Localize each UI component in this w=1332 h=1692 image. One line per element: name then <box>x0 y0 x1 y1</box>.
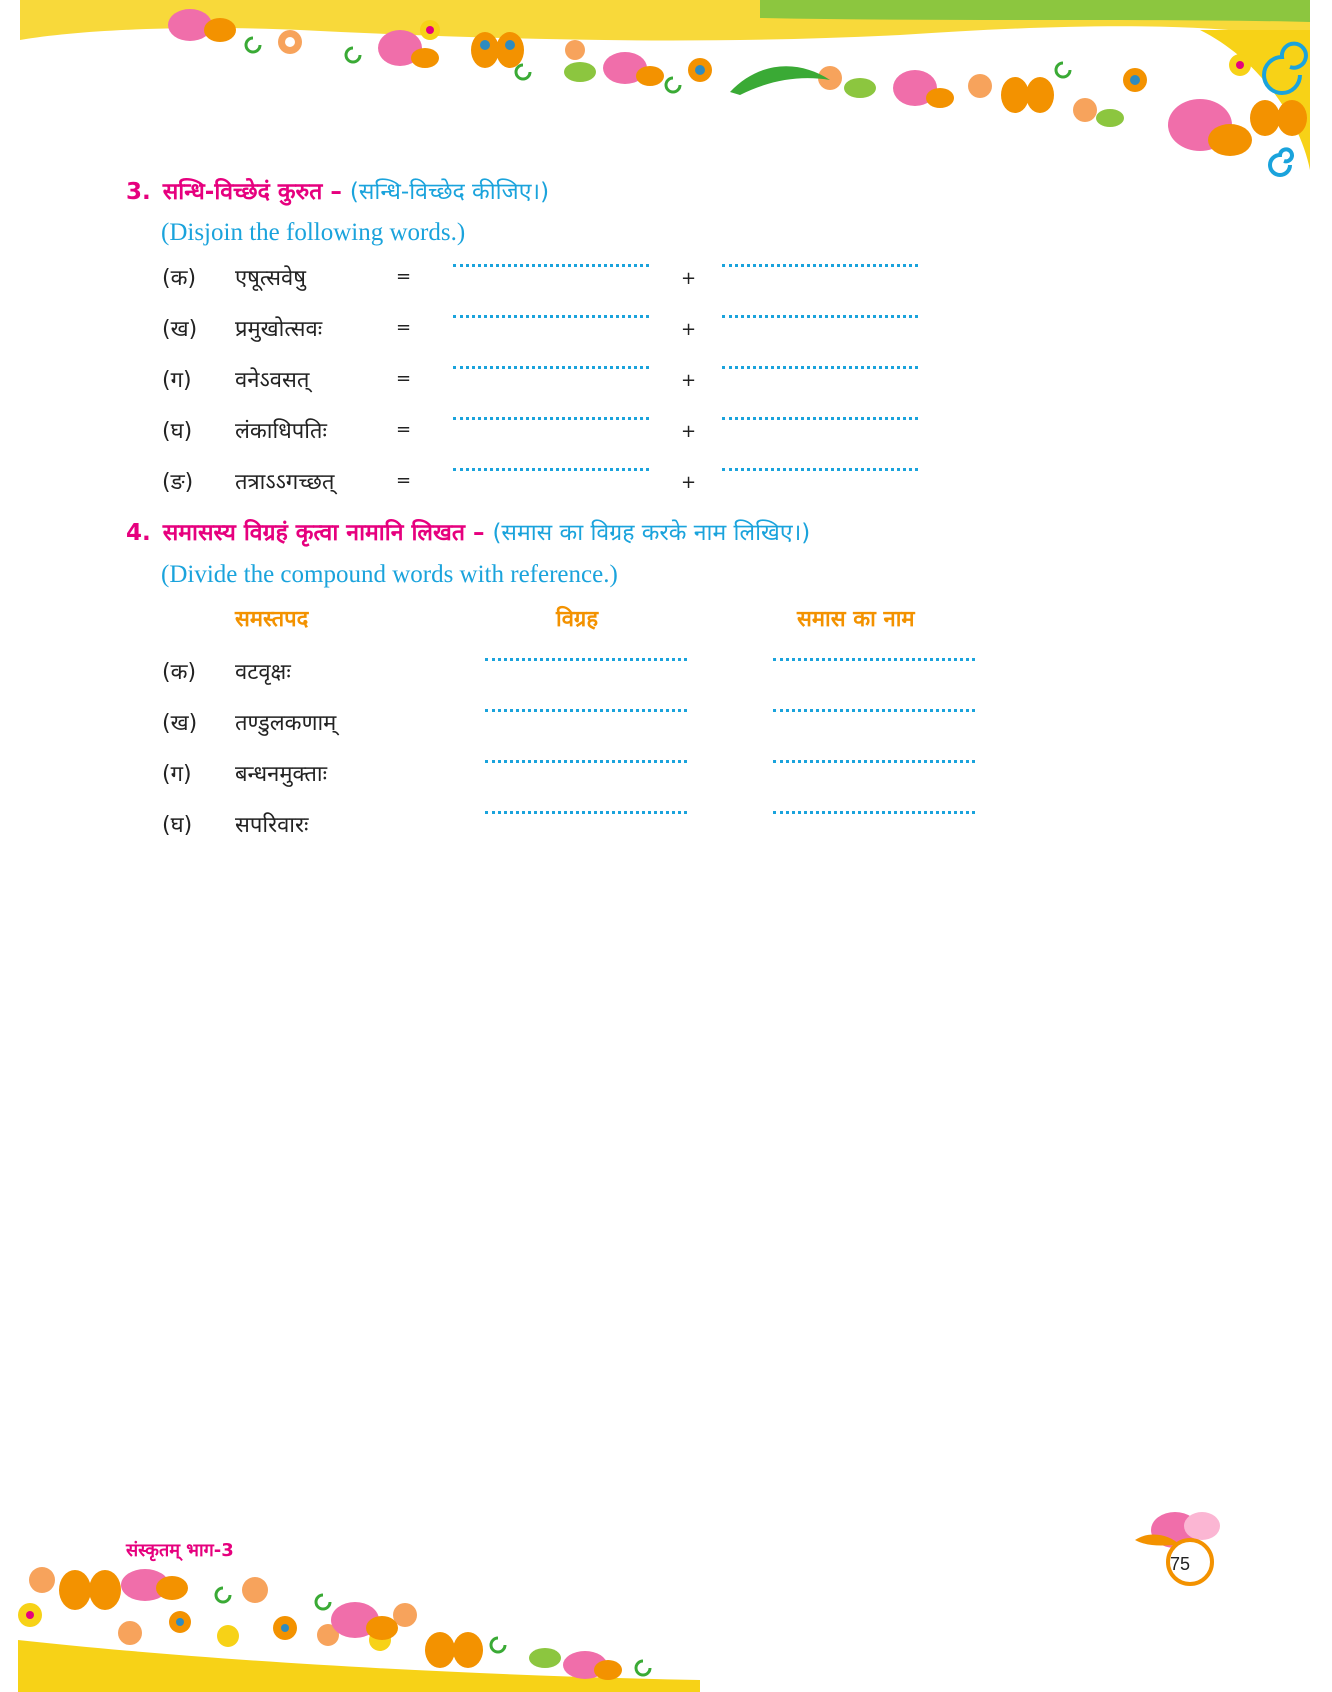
equals-sign: = <box>396 266 412 287</box>
answer-blank-2[interactable] <box>722 417 918 420</box>
samas-name-blank[interactable] <box>773 709 975 712</box>
sandhi-row <box>0 262 1332 302</box>
section-4-number: 4. <box>126 520 151 546</box>
answer-blank-1[interactable] <box>453 315 649 318</box>
sandhi-word: एषूत्सवेषु <box>235 266 306 291</box>
sandhi-row <box>0 415 1332 455</box>
plus-sign: + <box>681 472 697 493</box>
row-label: (क) <box>162 266 197 291</box>
section-4-english-instruction: (Divide the compound words with reference.) <box>161 561 618 588</box>
answer-blank-1[interactable] <box>453 417 649 420</box>
samas-row <box>0 758 1332 798</box>
answer-blank-1[interactable] <box>453 468 649 471</box>
butterfly-icon <box>121 1569 188 1601</box>
section-3-heading <box>126 174 549 206</box>
sandhi-word: लंकाधिपतिः <box>235 419 327 444</box>
samas-name-blank[interactable] <box>773 811 975 814</box>
page-number: 75 <box>1169 1554 1191 1574</box>
equals-sign: = <box>396 317 412 338</box>
samas-row <box>0 707 1332 747</box>
vigraha-blank[interactable] <box>485 811 687 814</box>
section-3-english-instruction: (Disjoin the following words.) <box>161 219 466 246</box>
section-4-heading <box>126 515 810 547</box>
equals-sign: = <box>396 368 412 389</box>
compound-word: बन्धनमुक्ताः <box>235 762 328 787</box>
section-3-number: 3. <box>126 179 151 205</box>
butterfly-icon <box>563 1651 622 1680</box>
bottom-floral-border <box>0 1540 1332 1692</box>
sandhi-word: प्रमुखोत्सवः <box>235 317 323 342</box>
samas-row <box>0 809 1332 849</box>
row-label: (ङ) <box>162 470 194 495</box>
answer-blank-1[interactable] <box>453 264 649 267</box>
row-label: (घ) <box>162 813 193 838</box>
butterfly-icon <box>1001 77 1054 113</box>
section-3-title: सन्धि-विच्छेदं कुरुत – <box>162 179 342 205</box>
sandhi-row <box>0 466 1332 506</box>
answer-blank-2[interactable] <box>722 264 918 267</box>
answer-blank-2[interactable] <box>722 468 918 471</box>
vigraha-blank[interactable] <box>485 658 687 661</box>
equals-sign: = <box>396 419 412 440</box>
sandhi-word: तत्राऽऽगच्छत् <box>235 470 335 495</box>
section-3-hint: (सन्धि-विच्छेद कीजिए।) <box>349 179 550 205</box>
plus-sign: + <box>681 421 697 442</box>
vigraha-blank[interactable] <box>485 760 687 763</box>
sandhi-word: वनेऽवसत् <box>235 368 310 393</box>
column-header-samastapad: समस्तपद <box>235 607 309 632</box>
butterfly-icon <box>59 1570 121 1610</box>
row-label: (ग) <box>162 762 192 787</box>
butterfly-icon <box>603 52 664 86</box>
butterfly-icon <box>425 1632 483 1668</box>
column-header-vigraha: विग्रह <box>556 607 599 632</box>
sandhi-row <box>0 364 1332 404</box>
column-header-samas-name: समास का नाम <box>797 607 915 632</box>
section-4-title: समासस्य विग्रहं कृत्वा नामानि लिखत – <box>162 520 485 546</box>
samas-name-blank[interactable] <box>773 658 975 661</box>
plus-sign: + <box>681 268 697 289</box>
sandhi-row <box>0 313 1332 353</box>
plus-sign: + <box>681 319 697 340</box>
answer-blank-2[interactable] <box>722 315 918 318</box>
answer-blank-1[interactable] <box>453 366 649 369</box>
equals-sign: = <box>396 470 412 491</box>
row-label: (घ) <box>162 419 193 444</box>
row-label: (ख) <box>162 711 198 736</box>
row-label: (ख) <box>162 317 198 342</box>
butterfly-icon <box>331 1602 398 1640</box>
row-label: (ग) <box>162 368 192 393</box>
leaf-icon <box>529 1648 561 1668</box>
compound-word: तण्डुलकणाम् <box>235 711 337 736</box>
footer-book-title: संस्कृतम् भाग-3 <box>126 1540 234 1561</box>
butterfly-icon <box>1168 99 1252 156</box>
vigraha-blank[interactable] <box>485 709 687 712</box>
butterfly-icon <box>1250 100 1307 136</box>
top-floral-border <box>0 0 1332 200</box>
row-label: (क) <box>162 660 197 685</box>
compound-word: वटवृक्षः <box>235 660 291 685</box>
compound-word: सपरिवारः <box>235 813 309 838</box>
plus-sign: + <box>681 370 697 391</box>
samas-row <box>0 656 1332 696</box>
answer-blank-2[interactable] <box>722 366 918 369</box>
section-4-hint: (समास का विग्रह करके नाम लिखिए।) <box>492 520 811 546</box>
samas-name-blank[interactable] <box>773 760 975 763</box>
butterfly-icon <box>893 70 954 108</box>
